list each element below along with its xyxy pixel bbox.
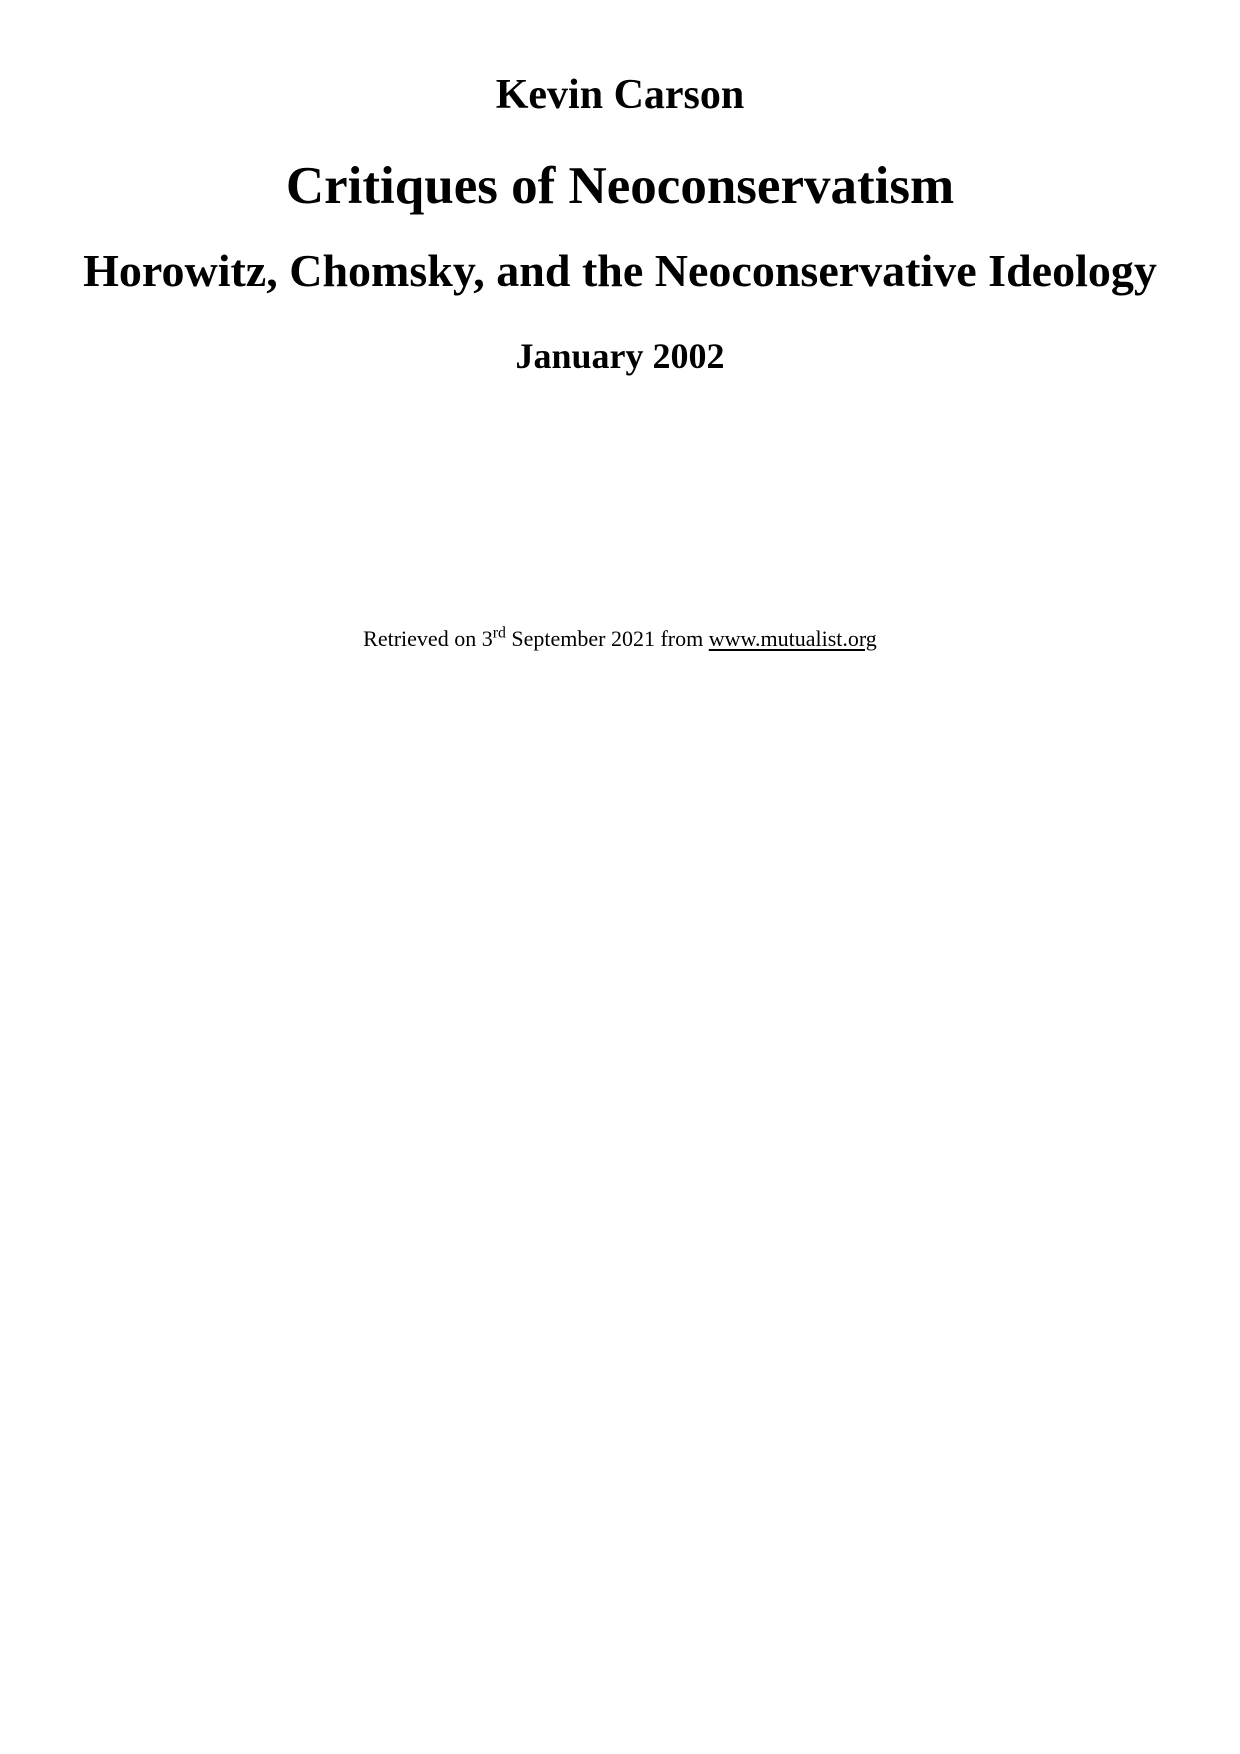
retrieval-note-prefix: Retrieved on 3 xyxy=(363,626,493,651)
retrieval-note-middle: September 2021 from xyxy=(505,626,709,651)
document-author: Kevin Carson xyxy=(495,72,745,118)
document-date: January 2002 xyxy=(515,336,725,376)
document-subtitle: Horowitz, Chomsky, and the Neoconservative Ideology xyxy=(83,245,1157,296)
document-title: Critiques of Neoconservatism xyxy=(285,157,955,215)
ordinal-suffix: rd xyxy=(492,624,506,642)
retrieval-note xyxy=(0,624,1240,651)
source-url-link[interactable]: www.mutualist.org xyxy=(708,626,877,651)
